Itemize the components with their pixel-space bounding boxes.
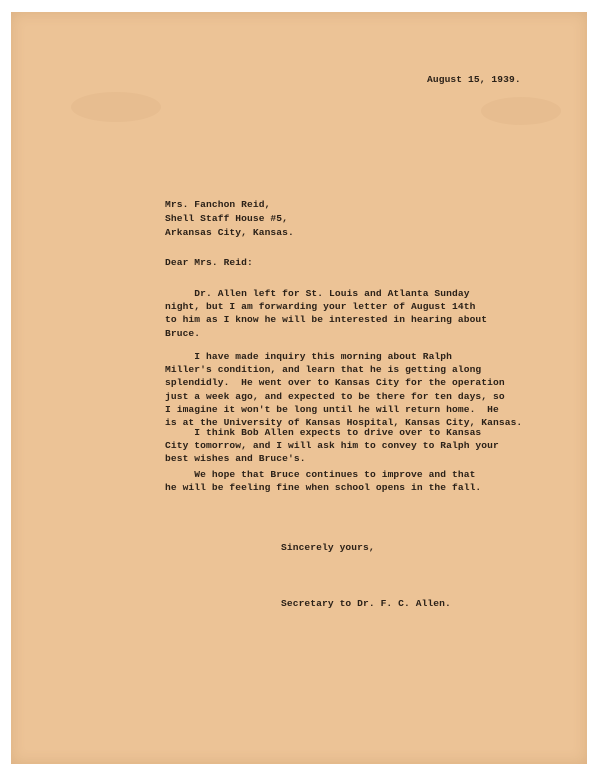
- body-paragraph: [165, 350, 565, 429]
- paragraph-line: night, but I am forwarding your letter of August 14th: [165, 301, 476, 313]
- paragraph-line: We hope that Bruce continues to improve and that: [165, 469, 476, 480]
- paper-stain: [71, 92, 161, 122]
- recipient-address-line: Shell Staff House #5,: [165, 213, 289, 224]
- paragraph-line: I imagine it won't be long until he will return home. He: [165, 403, 499, 415]
- recipient-name: Mrs. Fanchon Reid,: [165, 199, 271, 210]
- paragraph-line: Bruce.: [165, 327, 201, 339]
- body-paragraph: [165, 426, 565, 466]
- paragraph-line: Dr. Allen left for St. Louis and Atlanta Sunday: [165, 288, 470, 299]
- paragraph-line: splendidly. He went over to Kansas City for the operation: [165, 377, 505, 389]
- paragraph-line: Miller's condition, and learn that he is getting along: [165, 364, 482, 376]
- paper-stain: [481, 97, 561, 125]
- recipient-city-line: Arkansas City, Kansas.: [165, 227, 294, 238]
- complimentary-close: Sincerely yours,: [281, 542, 375, 553]
- paragraph-line: best wishes and Bruce's.: [165, 453, 306, 465]
- paragraph-line: City tomorrow, and I will ask him to convey to Ralph your: [165, 440, 499, 452]
- signature-block: Secretary to Dr. F. C. Allen.: [281, 598, 451, 609]
- paragraph-line: just a week ago, and expected to be there for ten days, so: [165, 390, 505, 402]
- letter-page: [11, 12, 587, 764]
- paragraph-line: I think Bob Allen expects to drive over to Kansas: [165, 427, 482, 438]
- paragraph-line: to him as I know he will be interested in hearing about: [165, 314, 488, 326]
- paragraph-line: I have made inquiry this morning about Ralph: [165, 351, 453, 362]
- salutation: Dear Mrs. Reid:: [165, 257, 253, 268]
- paragraph-line: is at the University of Kansas Hospital, Kansas City, Kansas.: [165, 417, 523, 429]
- letter-date: August 15, 1939.: [427, 74, 521, 85]
- body-paragraph: [165, 287, 565, 340]
- body-paragraph: [165, 468, 565, 494]
- paragraph-line: he will be feeling fine when school opens in the fall.: [165, 482, 482, 494]
